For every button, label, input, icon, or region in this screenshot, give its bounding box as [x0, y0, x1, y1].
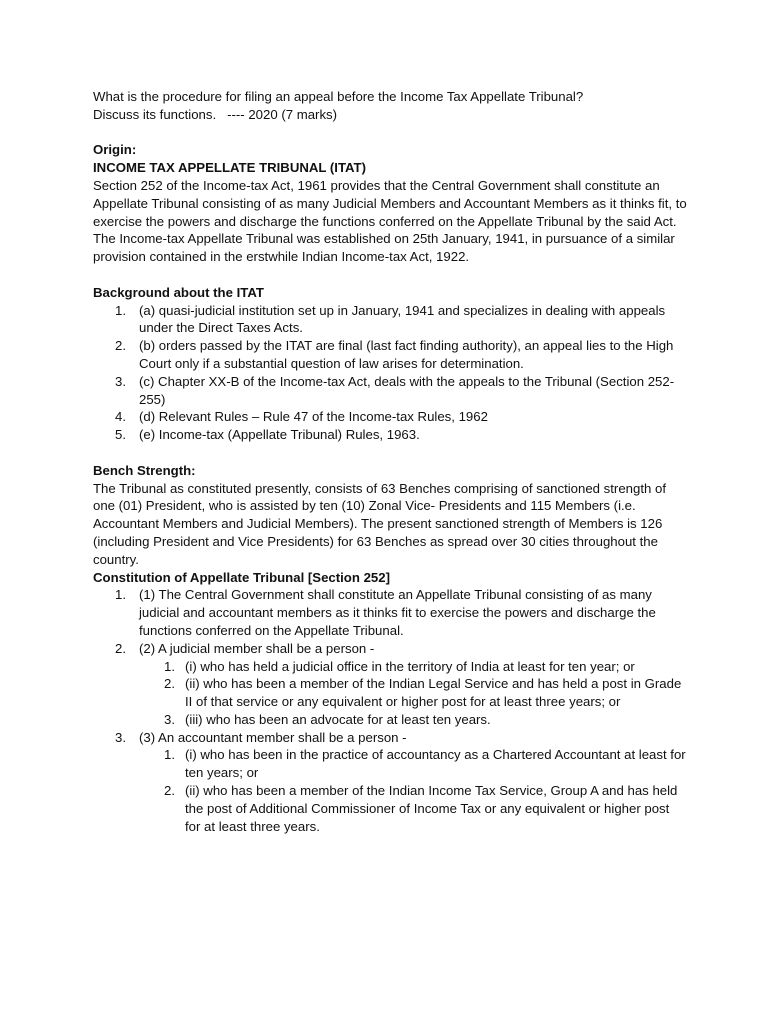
- list-item: 1. (a) quasi-judicial institution set up in January, 1941 and specializes in dealing with appeals under the Direct Taxes Acts.: [115, 302, 666, 336]
- bench-paragraph: The Tribunal as constituted presently, consists of 63 Benches comprising of sanctioned strength of one (01) President, who is assisted by ten (10) Zonal Vice- Presidents and 115 Members (i.e. Accountant Members and Judicial Members). The present sanctioned strength of Members is 126 (including President and Vice Presidents) for 63 Benches as spread over 30 cities throughout the country.: [93, 480, 666, 567]
- sublist-item: 2. (ii) who has been a member of the Indian Income Tax Service, Group A and has held the post of Additional Commissioner of Income Tax or any equivalent or higher post for at least three years.: [164, 783, 678, 834]
- itat-heading: INCOME TAX APPELLATE TRIBUNAL (ITAT): [93, 160, 367, 176]
- constitution-heading: Constitution of Appellate Tribunal [Section 252]: [93, 569, 390, 585]
- sublist-item: 3. (iii) who has been an advocate for at least ten years.: [164, 711, 491, 727]
- list-item: 2. (b) orders passed by the ITAT are final (last fact finding authority), an appeal lies to the High Court only if a substantial question of law arises for determination.: [115, 338, 674, 371]
- sublist-item: 2. (ii) who has been a member of the Indian Legal Service and has held a post in Grade II of that service or any equivalent or higher post for at least three years; or: [164, 676, 682, 710]
- list-item: 2. (2) A judicial member shall be a person - 1. (i) who has held a judicial office in the territory of India at least for ten year; or 2. (ii) who has been a member of the Indian Legal Service and has held a post in Grade II of that service or any equivalent or higher post for at least three years; or 3. (iii) who has been an advocate for at least ten years.: [93, 640, 688, 729]
- list-item: 3. (3) An accountant member shall be a person - 1. (i) who has been in the practice of accountancy as a Chartered Accountant at least for ten years; or 2. (ii) who has been a member of the Indian Income Tax Service, Group A and has held the post of Additional Commissioner of Income Tax or any equivalent or higher post for at least three years.: [93, 729, 688, 836]
- judicial-member-sublist: [139, 658, 688, 729]
- question-line-2: Discuss its functions. ---- 2020 (7 marks): [93, 106, 338, 122]
- origin-paragraph: Section 252 of the Income-tax Act, 1961 provides that the Central Government shall constitute an Appellate Tribunal consisting of as many Judicial Members and Accountant Members as it thinks fit, to exercise the powers and discharge the functions conferred on the Appellate Tribunal by the said Act. The Income-tax Appellate Tribunal was established on 25th January, 1941, in pursuance of a similar provision contained in the erstwhile Indian Income-tax Act, 1922.: [93, 177, 687, 265]
- sublist-item: 1. (i) who has been in the practice of accountancy as a Chartered Accountant at least for ten years; or: [164, 747, 686, 781]
- list-item: 4. (d) Relevant Rules – Rule 47 of the Income-tax Rules, 1962: [115, 409, 488, 425]
- list-item: 3. (c) Chapter XX-B of the Income-tax Act, deals with the appeals to the Tribunal (Section 252-255): [115, 373, 675, 407]
- accountant-member-sublist: [139, 746, 688, 835]
- sublist-item: 1. (i) who has held a judicial office in the territory of India at least for ten year; or: [164, 658, 635, 674]
- constitution-list: [93, 586, 688, 835]
- question-line-1: What is the procedure for filing an appeal before the Income Tax Appellate Tribunal?: [93, 89, 584, 104]
- bench-heading: Bench Strength:: [93, 462, 196, 478]
- background-list: [93, 302, 688, 444]
- origin-heading: Origin:: [93, 142, 137, 158]
- background-heading: Background about the ITAT: [93, 284, 264, 300]
- list-item: 5. (e) Income-tax (Appellate Tribunal) Rules, 1963.: [115, 427, 420, 443]
- list-item: 1. (1) The Central Government shall constitute an Appellate Tribunal consisting of as many judicial and accountant members as it thinks fit to exercise the powers and discharge the functions conferred on the Appellate Tribunal.: [115, 587, 656, 638]
